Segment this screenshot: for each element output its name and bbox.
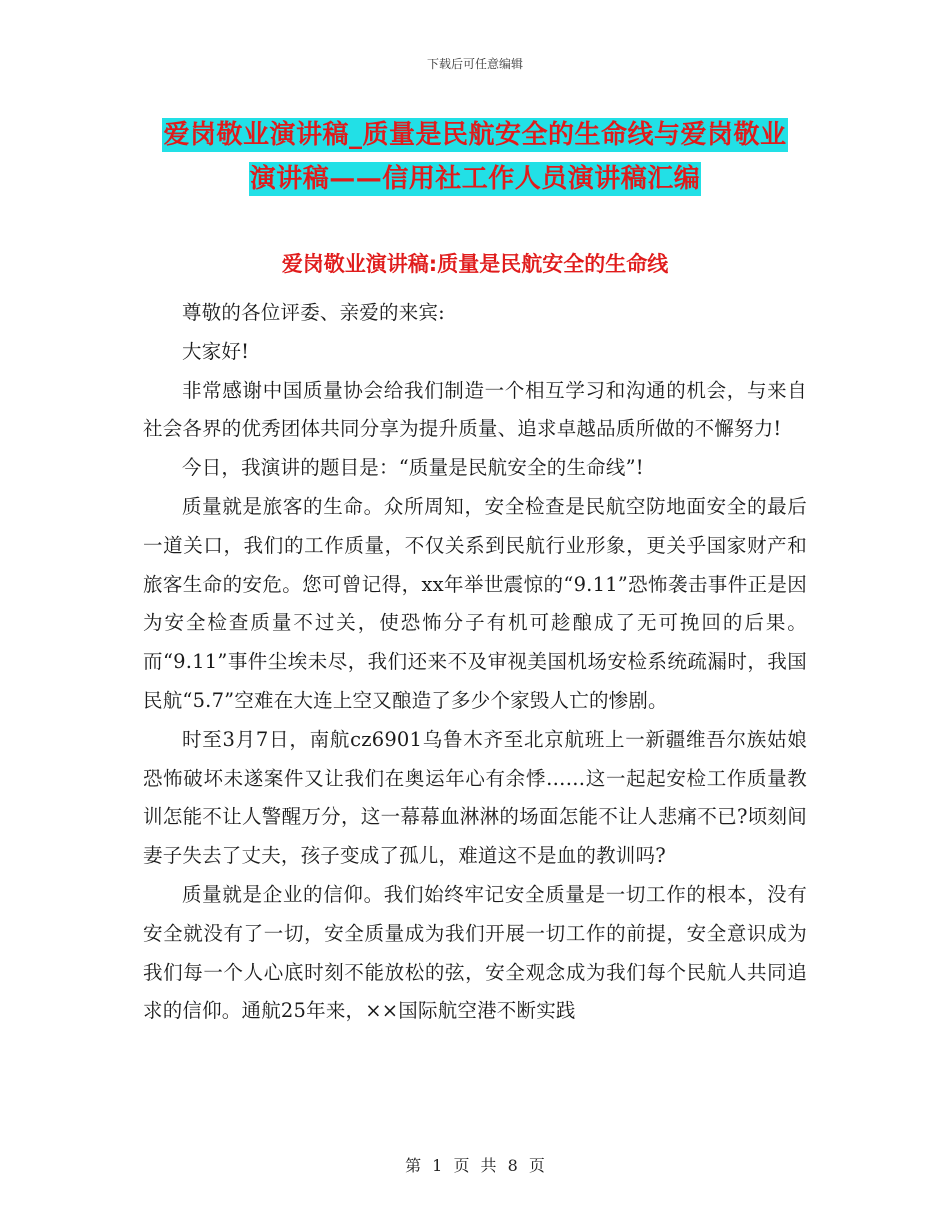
- paragraph: 质量就是企业的信仰。我们始终牢记安全质量是一切工作的根本，没有安全就没有了一切，安全质量成为我们开展一切工作的前提，安全意识成为我们每一个人心底时刻不能放松的弦，安全观念成为我们每个民航人共同追求的信仰。通航25年来，××国际航空港不断实践: [143, 882, 807, 1023]
- section-title: 爱岗敬业演讲稿:质量是民航安全的生命线: [281, 252, 669, 276]
- paragraph-greeting: 大家好!: [182, 339, 250, 363]
- document-title-line-2: [0, 158, 950, 195]
- paragraph: 时至3月7日，南航cz6901乌鲁木齐至北京航班上一新疆维吾尔族姑娘恐怖破坏未遂案件又让我们在奥运年心有余悸……这一起起安检工作质量教训怎能不让人警醒万分，这一幕幕血淋淋的场面怎能不让人悲痛不已?顷刻间妻子失去了丈夫，孩子变成了孤儿，难道这不是血的教训吗?: [143, 727, 807, 868]
- paragraph: 非常感谢中国质量协会给我们制造一个相互学习和沟通的机会，与来自社会各界的优秀团体共同分享为提升质量、追求卓越品质所做的不懈努力!: [143, 378, 807, 441]
- paragraph-salutation: 尊敬的各位评委、亲爱的来宾:: [182, 301, 445, 324]
- document-title-text-2: 演讲稿——信用社工作人员演讲稿汇编: [249, 164, 701, 194]
- document-title-text-1: 爱岗敬业演讲稿_质量是民航安全的生命线与爱岗敬业: [163, 120, 787, 150]
- document-title-line-1: [0, 114, 950, 151]
- paragraph: 质量就是旅客的生命。众所周知，安全检查是民航空防地面安全的最后一道关口，我们的工作质量，不仅关系到民航行业形象，更关乎国家财产和旅客生命的安危。您可曾记得，xx年举世震惊的“9.11”恐怖袭击事件正是因为安全检查质量不过关，使恐怖分子有机可趁酿成了无可挽回的后果。而“9.11”事件尘埃未尽，我们还来不及审视美国机场安检系统疏漏时，我国民航“5.7”空难在大连上空又酿造了多少个家毁人亡的惨剧。: [143, 494, 807, 712]
- page-header-note: 下载后可任意编辑: [426, 57, 523, 71]
- page-number-footer: 第 1 页 共 8 页: [405, 1156, 545, 1175]
- paragraph: 今日，我演讲的题目是：“质量是民航安全的生命线”!: [182, 456, 644, 480]
- document-body: [143, 294, 807, 1031]
